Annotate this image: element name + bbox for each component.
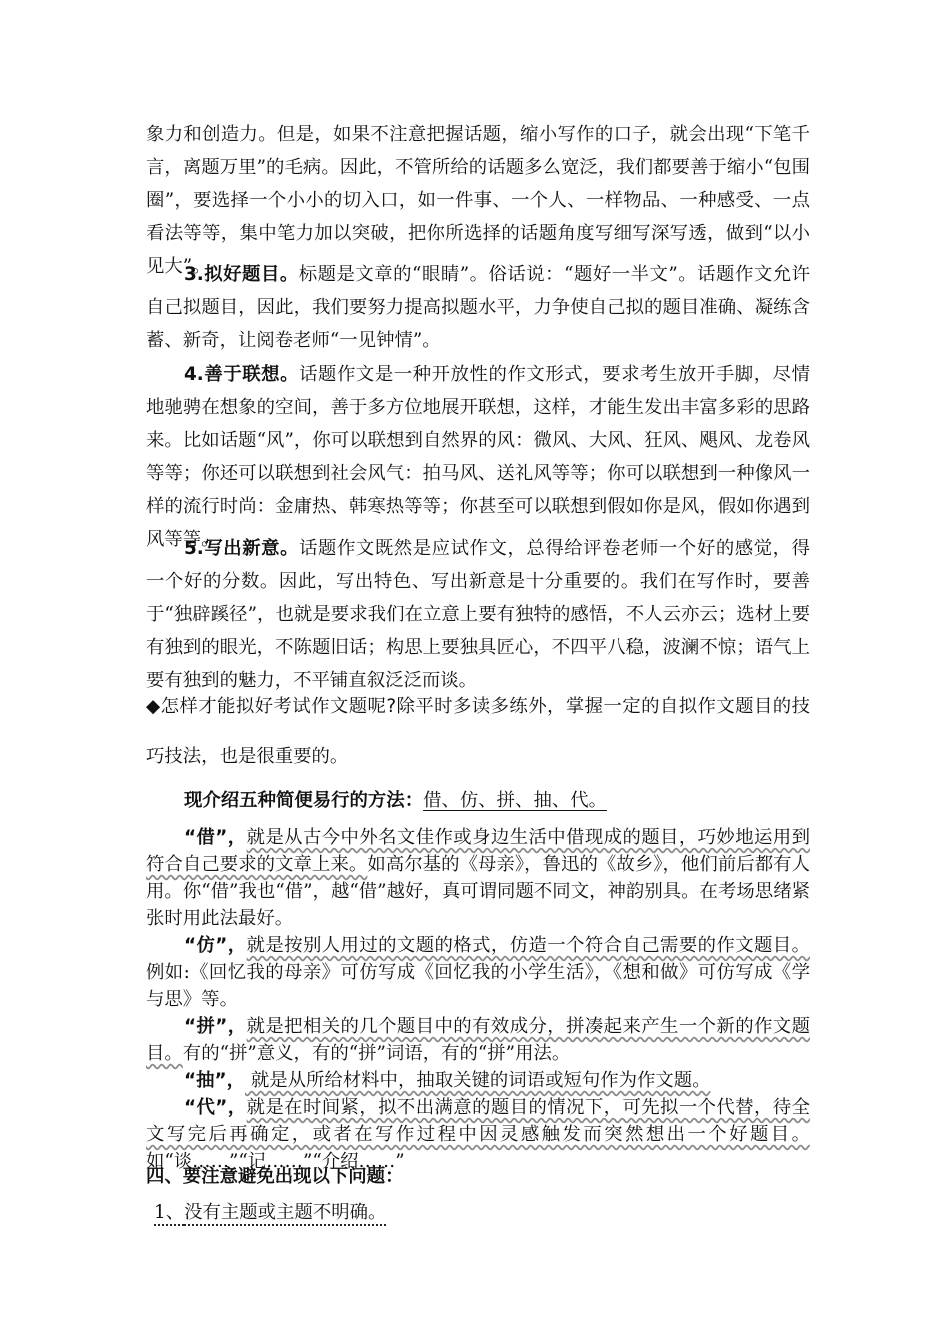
question-paragraph: ◆怎样才能拟好考试作文题呢?除平时多读多练外，掌握一定的自拟作文题目的技巧技法，也是很重要的。 [146,696,810,767]
tip-paragraph-3 [146,258,810,357]
method-fang [146,932,810,1013]
method-body-pin: 有的“拼”意义，有的“拼”词语，有的“拼”用法。 [182,1043,571,1064]
method-body-chou-emphasis: 就是从所给材料中，抽取关键的词语或短句作为作文题。 [244,1070,711,1091]
method-body-dai: 如“谈……”“记……”“介绍……” [146,1151,405,1172]
method-body-dai-emphasis: 就是在时间紧，拟不出满意的题目的情况下，可先拟一个代替，待全文写完后再确定，或者在写作过程中因灵感触发而突然想出一个好题目。 [146,1097,810,1145]
methods-intro-list: 借、仿、拼、抽、代。 [423,790,608,811]
method-body-fang: 例如:《回忆我的母亲》可仿写成《回忆我的小学生活》，《想和做》可仿写成《学与思》等。 [146,962,810,1010]
method-term-jie: “借”， [184,827,247,848]
tip-body-5: 话题作文既然是应试作文，总得给评卷老师一个好的感觉，得一个好的分数。因此，写出特色、写出新意是十分重要的。我们在写作时，要善于“独辟蹊径”，也就是要求我们在立意上要有独特的感悟，不人云亦云；选材上要有独到的眼光，不陈题旧话；构思上要独具匠心，不四平八稳，波澜不惊；语气上要有独到的魅力，不平铺直叙泛泛而谈。 [146,538,810,691]
method-term-dai: “代”， [184,1097,247,1118]
tip-heading-3: 3.拟好题目。 [184,264,299,285]
section-4-item-1-number: 1、 [154,1202,185,1223]
methods-intro [184,784,810,817]
method-term-chou: “抽”， [184,1070,245,1091]
tip-heading-4: 4.善于联想。 [184,364,300,385]
section-4-item-1 [154,1196,810,1229]
method-body-jie-emphasis: 就是从古今中外名文佳作或身边生活中借现成的题目，巧妙地运用到符合自己要求的文章上来。 [146,827,810,875]
tip-paragraph-5 [146,532,810,697]
method-jie [146,824,810,932]
method-body-fang-emphasis: 就是按别人用过的文题的格式，仿造一个符合自己需要的作文题目。 [246,935,810,956]
tip-body-3: 标题是文章的“眼睛”。俗话说：“题好一半文”。话题作文允许自己拟题目，因此，我们要努力提高拟题水平，力争使自己拟的题目准确、凝练含蓄、新奇，让阅卷老师“一见钟情”。 [146,264,810,351]
tip-paragraph-4 [146,358,810,556]
section-4-heading: 四、要注意避免出现以下问题： [146,1166,404,1187]
intro-paragraph: 象力和创造力。但是，如果不注意把握话题，缩小写作的口子，就会出现“下笔千言，离题万里”的毛病。因此，不管所给的话题多么宽泛，我们都要善于缩小“包围圈”，要选择一个小小的切入口，如一件事、一个人、一样物品、一种感受、一点看法等等，集中笔力加以突破，把你所选择的话题角度写细写深写透，做到“以小见大”。 [146,124,810,277]
method-pin [146,1013,810,1067]
tip-body-4: 话题作文是一种开放性的作文形式，要求考生放开手脚，尽情地驰骋在想象的空间，善于多方位地展开联想，这样，才能生发出丰富多彩的思路来。比如话题“风”，你可以联想到自然界的风：微风、大风、狂风、飓风、龙卷风等等；你还可以联想到社会风气：拍马风、送礼风等等；你可以联想到一种像风一样的流行时尚：金庸热、韩寒热等等；你甚至可以联想到假如你是风，假如你遇到风等等。 [146,364,810,550]
method-term-fang: “仿”， [184,935,247,956]
method-body-pin-emphasis: 就是把相关的几个题目中的有效成分，拼凑起来产生一个新的作文题目。 [146,1016,810,1064]
method-chou [146,1067,810,1094]
tip-heading-5: 5.写出新意。 [184,538,300,559]
section-4-item-1-text: 没有主题或主题不明确。 [184,1202,387,1223]
method-body-jie: 如高尔基的《母亲》，鲁迅的《故乡》，他们前后都有人用。你“借”我也“借”，越“借”越好，真可谓同题不同文，神韵别具。在考场思绪紧张时用此法最好。 [146,854,810,929]
methods-intro-label: 现介绍五种简便易行的方法： [184,790,424,811]
method-term-pin: “拼”， [184,1016,247,1037]
